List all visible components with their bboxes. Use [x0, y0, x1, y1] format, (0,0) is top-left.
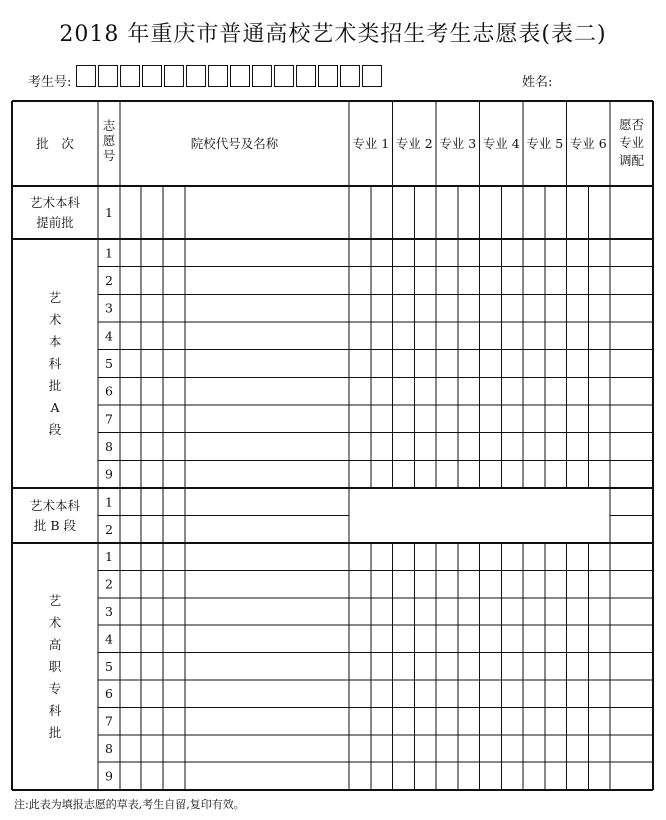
choice-number: 9 — [105, 466, 113, 482]
header-choice-no: 愿 — [102, 133, 116, 148]
section-label: A — [50, 400, 60, 416]
section-label: 批 — [48, 378, 62, 394]
section-label: 术 — [48, 312, 62, 328]
choice-number: 1 — [105, 494, 113, 510]
header-major-3: 专业 3 — [439, 136, 477, 151]
header-major-2: 专业 2 — [395, 136, 433, 151]
header-adjust: 愿否 — [618, 117, 645, 132]
choice-number: 4 — [105, 631, 113, 647]
choice-number: 9 — [105, 768, 113, 784]
name-label: 姓名: — [522, 75, 553, 90]
header-adjust: 调配 — [618, 153, 645, 168]
header-major-4: 专业 4 — [482, 136, 520, 151]
choice-number: 3 — [105, 300, 113, 316]
section-label: 艺 — [48, 290, 62, 306]
choice-number: 6 — [105, 383, 113, 399]
choice-number: 2 — [105, 273, 113, 289]
header-major-6: 专业 6 — [569, 136, 607, 151]
section-label: 艺术本科 — [29, 195, 81, 210]
choice-number: 1 — [105, 205, 113, 220]
section-label: 科 — [48, 702, 62, 718]
form-title: 2018 年重庆市普通高校艺术类招生考生志愿表(表二) — [59, 22, 607, 47]
section-label: 批 — [48, 724, 62, 740]
section-label: 艺 — [48, 592, 62, 608]
header-major-1: 专业 1 — [352, 136, 390, 151]
choice-number: 5 — [105, 356, 113, 372]
header-batch: 批 次 — [36, 136, 74, 151]
choice-number: 8 — [105, 741, 113, 756]
footnote: 注:此表为填报志愿的草表,考生自留,复印有效。 — [14, 798, 245, 811]
choice-number: 2 — [105, 576, 113, 592]
section-label: 艺术本科 — [29, 498, 81, 513]
choice-number: 1 — [105, 245, 113, 261]
section-label: 科 — [48, 356, 62, 372]
section-label: 高 — [48, 636, 62, 652]
choice-number: 6 — [105, 686, 113, 702]
header-choice-no: 号 — [102, 148, 116, 163]
section-label: 段 — [48, 422, 62, 438]
exam-number-label: 考生号: — [28, 75, 72, 90]
section-label: 术 — [48, 614, 62, 630]
choice-number: 5 — [105, 658, 113, 674]
section-label: 提前批 — [36, 215, 74, 230]
choice-number: 3 — [105, 604, 113, 619]
choice-number: 8 — [105, 439, 113, 455]
header-major-5: 专业 5 — [526, 136, 564, 151]
header-adjust: 专业 — [618, 135, 645, 150]
choice-number: 4 — [105, 328, 113, 344]
choice-number: 2 — [105, 521, 113, 537]
header-school: 院校代号及名称 — [190, 136, 279, 151]
section-label: 本 — [48, 334, 62, 350]
choice-number: 7 — [105, 713, 113, 729]
section-label: 专 — [48, 680, 62, 696]
choice-number: 1 — [105, 549, 113, 565]
choice-number: 7 — [105, 411, 113, 427]
header-choice-no: 志 — [102, 118, 116, 133]
section-label: 批 B 段 — [33, 518, 77, 533]
section-label: 职 — [48, 658, 62, 674]
